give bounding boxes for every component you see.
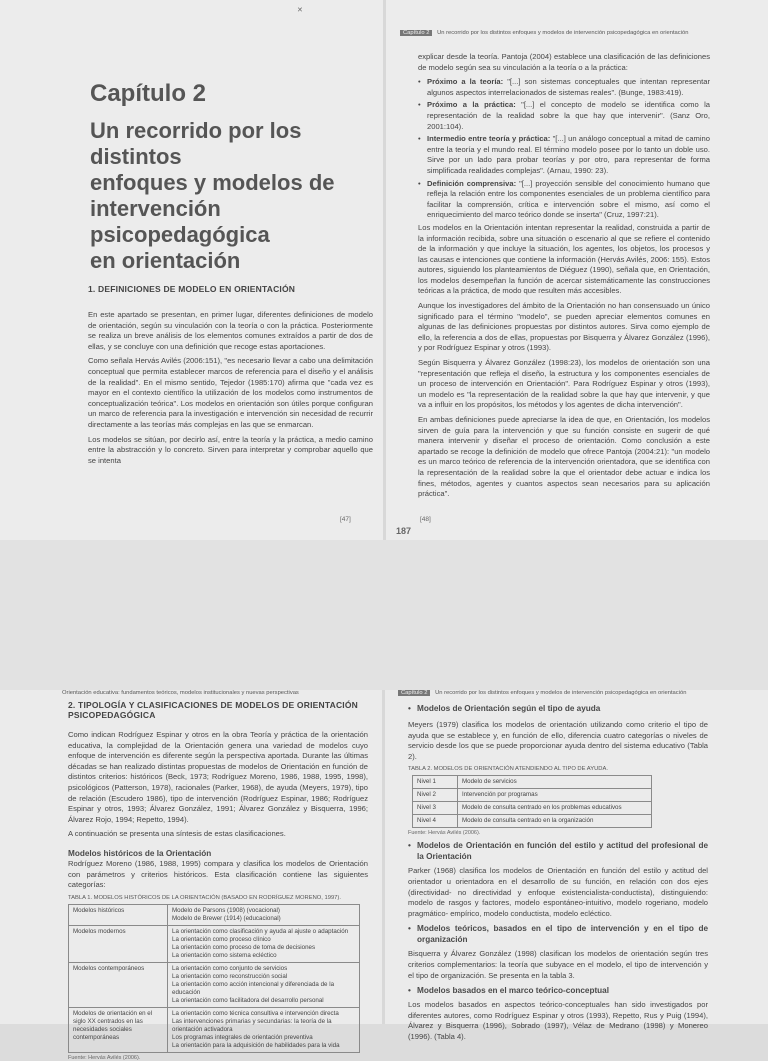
section-2: [68, 700, 368, 1061]
chapter-title-line-1: Un recorrido por los distintos: [90, 118, 302, 169]
table-caption: TABLA 1. MODELOS HISTÓRICOS DE LA ORIENTACIÓN (BASADO EN RODRÍGUEZ MORENO, 1997).: [68, 894, 341, 901]
right-column: [418, 52, 710, 504]
table-cell: Modelos modernos: [69, 925, 168, 962]
table-row: Nivel 1 Modelo de servicios: [413, 776, 652, 789]
historical-models-table: [68, 904, 360, 1053]
section-heading: 2. TIPOLOGÍA Y CLASIFICACIONES DE MODELOS DE ORIENTACIÓN PSICOPEDAGÓGICA: [68, 700, 358, 720]
chapter-label: Capítulo 2: [90, 80, 207, 107]
table-row: Nivel 4 Modelo de consulta centrado en la organización: [413, 815, 652, 828]
paragraph: Como señala Hervás Avilés (2006:151), "es necesario llevar a cabo una delimitación conceptual que permita establecer marcos de referencia para el diseño y el análisis de la realidad". En el mismo sentido, Tejedor (1985:170) afirma que "cada vez es mayor en el contexto científico la utilización de los modelos como instrumentos de conceptualización teórica". Los modelos en orientación son útiles porque configuran un marco de referencia para la investigación e intervención sin necesidad de recurrir directamente a las teorías más complejas en las que se enmarcan.: [88, 356, 373, 429]
paragraph: Como indican Rodríguez Espinar y otros en la obra Teoría y práctica de la orientación educativa, la complejidad de la Orientación genera una variedad de modelos cuyo enfoque de intervención es diferente según la perspectiva aportada. Durante las últimas décadas se han realizado distintas propuestas de modelos de Orientación en función de distintos criterios: históricos (Beck, 1973; Rodríguez Moreno, 1986, 1988, 1995, 1998), psicológicos (Patterson, 1978), racionales (Parker, 1968), de ayuda (Meyers, 1979), tipo de relación (Escudero 1986), tipo de intervención (Rodríguez Espinar, 1986; Rodríguez Espinar y otros, 1993; Álvarez González, 1991; Álvarez González y Bisquerra, 1996; Álvarez Rojo, 1994; Repetto, 1994).: [68, 730, 368, 824]
table-cell: Modelos de orientación en el siglo XX centrados en las necesidades sociales contemporáneas: [69, 1007, 168, 1052]
running-header-left: Orientación educativa: fundamentos teóricos, modelos institucionales y nuevas perspectivas: [62, 690, 299, 696]
table-row: [69, 904, 360, 925]
paragraph: Bisquerra y Álvarez González (1998) clasifican los modelos de orientación según tres criterios complementarios: la teoría que subyace en el modelo, el tipo de intervención y el tipo de organización. Se presenta en la tabla 3.: [408, 949, 708, 980]
running-header: [400, 30, 688, 36]
help-type-table: [412, 775, 652, 828]
section-heading: 1. DEFINICIONES DE MODELO EN ORIENTACIÓN: [88, 284, 296, 294]
table-cell: La orientación como conjunto de servicios La orientación como reconstrucción social La orientación como acción intencional y diferenciada de la educación La orientación como facilitadora del desarrollo personal: [168, 962, 360, 1007]
paragraph: Rodríguez Moreno (1986, 1988, 1995) compara y clasifica los modelos de Orientación con parámetros y criterios históricos. Esta clasificación contiene las siguientes categorías:: [68, 858, 368, 890]
table-cell: Modelos históricos: [69, 904, 168, 925]
table-row: Nivel 2 Intervención por programas: [413, 789, 652, 802]
chapter-title-line-2: enfoques y modelos de: [90, 170, 335, 195]
paragraph: Los modelos se sitúan, por decirlo así, entre la teoría y la práctica, a medio camino entre la abstracción y lo concreto. Sirven para interpretar y comprobar aquello que se intenta: [88, 434, 373, 465]
header-tag: Capítulo 2: [400, 30, 432, 36]
table-cell: La orientación como técnica consultiva e intervención directa Las intervenciones primarias y secundarias: la teoría de la orientación activadora Los programas integrales de orientación preventiva La orientación para la adquisición de habilidades para la vida: [168, 1007, 360, 1052]
page-number-handwritten: 187: [396, 526, 412, 536]
paragraph: A continuación se presenta una síntesis de estas clasificaciones.: [68, 829, 286, 839]
table-row: [69, 962, 360, 1007]
chapter-title-block: [90, 80, 370, 274]
page-gap: [0, 540, 768, 690]
table-cell: La orientación como clasificación y ayuda al ajuste o adaptación La orientación como proceso clínico La orientación como proceso de toma de decisiones La orientación como sistema ecléctico: [168, 925, 360, 962]
table-cell: Modelos contemporáneos: [69, 962, 168, 1007]
paragraph: explicar desde la teoría. Pantoja (2004) establece una clasificación de las definiciones de modelo según sea su vinculación a la teoría o a la práctica:: [418, 52, 710, 72]
bullet-item: • Próximo a la teoría: "[...] son sistemas conceptuales que intentan representar algunos aspectos interrelacionados de sistemas reales". (Bunge, 1983:419).: [418, 77, 710, 98]
table-source: Fuente: Hervás Avilés (2006).: [408, 830, 481, 837]
paragraph: Los modelos basados en aspectos teórico-conceptuales han sido investigados por diferentes autores, como Rodríguez Espinar y otros (1993), Repetto, Rus y Puig (1994), Álvarez y Bisquerra (1996), Sobrado (1997), Vélaz de Medrano (1998) y Monereo (1996). (Tabla 4).: [408, 1000, 708, 1041]
section-1: [88, 284, 373, 470]
top-gutter: [383, 0, 386, 540]
header-text: Un recorrido por los distintos enfoques y modelos de intervención psicopedagógica en orientación: [437, 30, 689, 36]
table-source: Fuente: Hervás Avilés (2006).: [68, 1054, 141, 1061]
bullet-item: • Definición comprensiva: "[...] proyección sensible del conocimiento humano que refleja la relación entre los componentes esenciales de un problema científico para facilitar la comprensión, crítica e intervención sobre el mismo, así como el enriquecimiento del marco teórico donde se inserta" (Cruz, 1997:21).: [418, 179, 710, 221]
subheading: • Modelos de Orientación según el tipo de ayuda: [408, 703, 708, 714]
subheading: Modelos históricos de la Orientación: [68, 848, 212, 858]
paragraph: Según Bisquerra y Álvarez González (1998:23), los modelos de orientación son una "representación que refleja el diseño, la estructura y los componentes esenciales de un proceso de intervención en Orientación". Para Rodríguez Espinar y otros (1993), un modelo es "la representación de la realidad sobre la que hay que intervenir, y que va a influir en los propósitos, los métodos y los agentes de dicha intervención".: [418, 358, 710, 410]
paragraph: Los modelos en la Orientación intentan representar la realidad, construida a partir de la información recibida, sobre una situación o escenario al que se refiere el contenido de la información y que incluye la situación, los agentes, los objetos, los procesos y las causas e intenciones que contiene la información (Hervás Avilés, 2006: 155). Estos autores, siguiendo los planteamientos de Diéguez (1990), señala que, en Orientación, los modelos desempeñan la función de acercar sistemáticamente las construcciones teóricas a la práctica, de modo que resulten más accesibles.: [418, 222, 710, 296]
table-caption: TABLA 2. MODELOS DE ORIENTACIÓN ATENDIENDO AL TIPO DE AYUDA.: [408, 766, 608, 773]
table-cell: Modelo de Parsons (1908) (vocacional) Modelo de Brewer (1914) (educacional): [168, 904, 360, 925]
bullet-item: • Intermedio entre teoría y práctica: "[...] un análogo conceptual a mitad de camino entre la teoría y el mundo real. El término modelo posee por lo tanto un doble uso. Sirve por un lado para probar teorías y por otro, para representar de forma simplificada realidades complejas". (Arnau, 1990: 23).: [418, 134, 710, 176]
page-number-right: [48]: [420, 516, 431, 523]
header-text: Un recorrido por los distintos enfoques y modelos de intervención psicopedagógica en orientación: [435, 690, 687, 696]
chapter-title-line-4: en orientación: [90, 248, 241, 273]
paragraph: Meyers (1979) clasifica los modelos de orientación utilizando como criterio el tipo de ayuda que se establece y, en función de ello, diferencia cuatro categorías o niveles de servicio desde los que se puede proporcionar ayuda dentro del sistema educativo (Tabla 2).: [408, 720, 708, 761]
header-tag: Capítulo 2: [398, 690, 430, 696]
table-row: Nivel 3 Modelo de consulta centrado en los problemas educativos: [413, 802, 652, 815]
bottom-gutter: [382, 690, 385, 1024]
subheading: • Modelos de Orientación en función del estilo y actitud del profesional de la Orientación: [408, 840, 708, 862]
paragraph: En ambas definiciones puede apreciarse la idea de que, en Orientación, los modelos sirven de guía para la intervención y que su función consiste en sugerir de qué manera intervenir y diseñar el proceso de orientación. Como conclusión a este apartado se recoge la definición de modelo que ofrece Pantoja (2004:21): "un modelo es un marco teórico de referencia de la intervención orientadora, que se identifica con la representación de la realidad sobre la que el orientador debe actuar e indica los fines, métodos, agentes y cuantos aspectos sean necesarios para su aplicación práctica".: [418, 415, 710, 499]
table-row: [69, 925, 360, 962]
table-row: [69, 1007, 360, 1052]
subheading: • Modelos basados en el marco teórico-conceptual: [408, 985, 708, 996]
paragraph: Aunque los investigadores del ámbito de la Orientación no han consensuado un único significado para el término "modelo", se pueden apreciar elementos comunes en algunas de las definiciones propuestas por distintos autores. Sirva como ejemplo de ello, la referencia a dos de ellas, propuestas por Bisquerra y Álvarez González (1996), y por Rodríguez Espinar y otros (1993).: [418, 301, 710, 353]
subheading: • Modelos teóricos, basados en el tipo de intervención y en el tipo de organización: [408, 923, 708, 945]
running-header-right: [398, 690, 686, 696]
page-number-left: [47]: [340, 516, 351, 523]
paragraph: Parker (1968) clasifica los modelos de Orientación en función del estilo y actitud del orientador u orientadora en el desarrollo de su función, en relación con dos ejes (directividad- no directividad y enfoque existencialista-conductista), distinguiendo: modelo de rasgos y factores, modelo espontáneo-intuitivo, modelo rogeriano, modelo pragmático- empírico, modelo conductista, modelo ecléctico.: [408, 866, 708, 918]
bottom-right-column: [408, 703, 708, 1047]
paragraph: En este apartado se presentan, en primer lugar, diferentes definiciones de modelo de orientación, según su vinculación con la teoría o con la práctica. Posteriormente se realiza un breve análisis de los elementos comunes extraídos a partir de dos de ellas, y se concluye con una definición que recoge estas aportaciones.: [88, 310, 373, 351]
chapter-title-line-3: intervención psicopedagógica: [90, 196, 270, 247]
bullet-item: • Próximo a la práctica: "[...] el concepto de modelo se identifica como la representación de la realidad sobre la que hay que intervenir". (Sanz Oro, 2001:104).: [418, 100, 710, 132]
scan-mark: ✕: [297, 7, 303, 14]
